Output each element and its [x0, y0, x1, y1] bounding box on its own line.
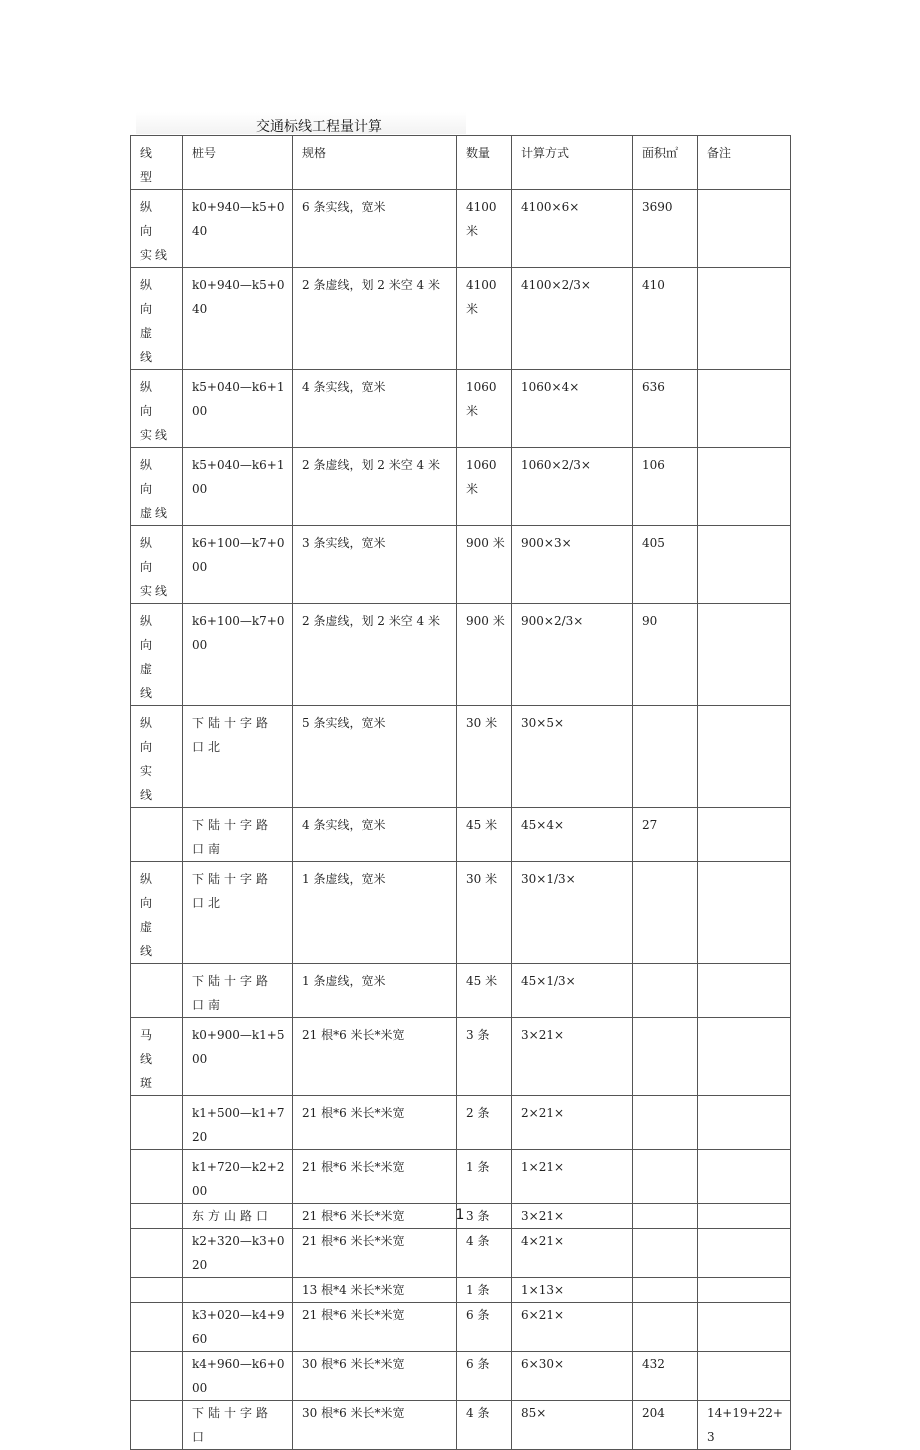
cell-line-type	[131, 1229, 183, 1278]
cell-remark	[698, 1229, 791, 1278]
cell-calculation: 3×21×	[512, 1018, 633, 1096]
cell-remark: 14+19+22+3	[698, 1401, 791, 1450]
cell-station: 下陆十字路口北	[183, 862, 293, 964]
table-row	[131, 1278, 791, 1303]
cell-station: 下陆十字路口南	[183, 808, 293, 862]
cell-quantity: 3 条	[457, 1018, 512, 1096]
cell-area	[633, 1278, 698, 1303]
cell-quantity: 4 条	[457, 1229, 512, 1278]
cell-quantity: 1060 米	[457, 370, 512, 448]
cell-line-type: 纵 向 实线	[131, 370, 183, 448]
cell-station: k4+960—k6+000	[183, 1352, 293, 1401]
cell-remark	[698, 268, 791, 370]
cell-calculation: 30×5×	[512, 706, 633, 808]
cell-remark	[698, 1018, 791, 1096]
table-row	[131, 268, 791, 370]
cell-remark	[698, 1096, 791, 1150]
cell-station: k0+940—k5+040	[183, 190, 293, 268]
cell-spec: 2 条虚线，划 2 米空 4 米	[293, 604, 457, 706]
cell-remark	[698, 1303, 791, 1352]
cell-spec: 21 根*6 米长*米宽	[293, 1150, 457, 1204]
cell-calculation: 1×21×	[512, 1150, 633, 1204]
cell-remark	[698, 1278, 791, 1303]
cell-quantity: 4 条	[457, 1401, 512, 1450]
cell-spec: 21 根*6 米长*米宽	[293, 1096, 457, 1150]
cell-quantity: 30 米	[457, 862, 512, 964]
table-row	[131, 604, 791, 706]
cell-remark	[698, 808, 791, 862]
table-header-row	[131, 136, 791, 190]
cell-remark	[698, 604, 791, 706]
cell-area: 27	[633, 808, 698, 862]
table-row	[131, 1303, 791, 1352]
cell-spec: 30 根*6 米长*米宽	[293, 1352, 457, 1401]
cell-calculation: 1060×2/3×	[512, 448, 633, 526]
cell-quantity: 1 条	[457, 1278, 512, 1303]
cell-calculation: 4100×2/3×	[512, 268, 633, 370]
table-row	[131, 1150, 791, 1204]
cell-area	[633, 1229, 698, 1278]
cell-calculation: 4×21×	[512, 1229, 633, 1278]
cell-area	[633, 1096, 698, 1150]
cell-remark	[698, 448, 791, 526]
cell-quantity: 6 条	[457, 1303, 512, 1352]
header-line-type: 线 型	[131, 136, 183, 190]
cell-line-type	[131, 1278, 183, 1303]
cell-line-type	[131, 1096, 183, 1150]
header-quantity: 数量	[457, 136, 512, 190]
page-number: 1	[455, 1207, 465, 1223]
cell-line-type	[131, 1303, 183, 1352]
cell-quantity: 1 条	[457, 1150, 512, 1204]
cell-remark	[698, 1352, 791, 1401]
table-row	[131, 190, 791, 268]
cell-spec: 2 条虚线，划 2 米空 4 米	[293, 268, 457, 370]
cell-spec: 1 条虚线，宽米	[293, 862, 457, 964]
cell-remark	[698, 370, 791, 448]
cell-station: 下陆十字路口	[183, 1401, 293, 1450]
cell-spec: 3 条实线，宽米	[293, 526, 457, 604]
table-row	[131, 370, 791, 448]
table-row	[131, 808, 791, 862]
cell-line-type	[131, 808, 183, 862]
cell-spec: 5 条实线，宽米	[293, 706, 457, 808]
cell-calculation: 45×1/3×	[512, 964, 633, 1018]
quantity-table	[130, 135, 791, 1450]
cell-area	[633, 1018, 698, 1096]
cell-station: k0+900—k1+500	[183, 1018, 293, 1096]
document-title: 交通标线工程量计算	[256, 119, 382, 135]
cell-station: k0+940—k5+040	[183, 268, 293, 370]
cell-station: 下陆十字路口南	[183, 964, 293, 1018]
cell-spec: 21 根*6 米长*米宽	[293, 1229, 457, 1278]
cell-area	[633, 964, 698, 1018]
cell-spec: 4 条实线，宽米	[293, 808, 457, 862]
cell-quantity: 1060 米	[457, 448, 512, 526]
cell-area	[633, 706, 698, 808]
cell-line-type: 纵 向 实线	[131, 526, 183, 604]
cell-quantity: 6 条	[457, 1352, 512, 1401]
table-row	[131, 964, 791, 1018]
cell-station: 下陆十字路口北	[183, 706, 293, 808]
cell-station: k1+720—k2+200	[183, 1150, 293, 1204]
cell-remark	[698, 526, 791, 604]
cell-station: 东方山路口	[183, 1204, 293, 1229]
cell-remark	[698, 706, 791, 808]
cell-calculation: 1060×4×	[512, 370, 633, 448]
cell-quantity: 900 米	[457, 604, 512, 706]
cell-quantity: 45 米	[457, 964, 512, 1018]
header-area: 面积㎡	[633, 136, 698, 190]
cell-spec: 1 条虚线，宽米	[293, 964, 457, 1018]
cell-area	[633, 1150, 698, 1204]
cell-area: 3690	[633, 190, 698, 268]
cell-station: k6+100—k7+000	[183, 526, 293, 604]
header-spec: 规格	[293, 136, 457, 190]
cell-line-type: 纵 向 虚 线	[131, 268, 183, 370]
cell-calculation: 2×21×	[512, 1096, 633, 1150]
cell-station: k5+040—k6+100	[183, 448, 293, 526]
cell-station: k5+040—k6+100	[183, 370, 293, 448]
cell-quantity: 4100 米	[457, 190, 512, 268]
table-row	[131, 862, 791, 964]
cell-line-type: 纵 向 虚线	[131, 448, 183, 526]
cell-area: 405	[633, 526, 698, 604]
cell-remark	[698, 190, 791, 268]
header-calculation: 计算方式	[512, 136, 633, 190]
cell-spec: 2 条虚线，划 2 米空 4 米	[293, 448, 457, 526]
cell-line-type: 纵 向 虚 线	[131, 862, 183, 964]
cell-quantity: 2 条	[457, 1096, 512, 1150]
cell-quantity: 45 米	[457, 808, 512, 862]
table-row	[131, 526, 791, 604]
header-remark: 备注	[698, 136, 791, 190]
cell-spec: 21 根*6 米长*米宽	[293, 1303, 457, 1352]
cell-calculation: 900×2/3×	[512, 604, 633, 706]
cell-line-type: 纵 向 虚 线	[131, 604, 183, 706]
table-row	[131, 1096, 791, 1150]
cell-calculation: 900×3×	[512, 526, 633, 604]
cell-quantity: 30 米	[457, 706, 512, 808]
cell-calculation: 6×30×	[512, 1352, 633, 1401]
cell-station	[183, 1278, 293, 1303]
table-row	[131, 1229, 791, 1278]
cell-station: k2+320—k3+020	[183, 1229, 293, 1278]
cell-area: 204	[633, 1401, 698, 1450]
cell-line-type: 纵 向 实线	[131, 190, 183, 268]
cell-remark	[698, 1150, 791, 1204]
table-row	[131, 1401, 791, 1450]
cell-line-type: 马 线 斑	[131, 1018, 183, 1096]
cell-station: k3+020—k4+960	[183, 1303, 293, 1352]
cell-station: k1+500—k1+720	[183, 1096, 293, 1150]
cell-quantity: 3 条	[457, 1204, 512, 1229]
cell-calculation: 1×13×	[512, 1278, 633, 1303]
table-row	[131, 1352, 791, 1401]
cell-line-type	[131, 1352, 183, 1401]
cell-station: k6+100—k7+000	[183, 604, 293, 706]
cell-spec: 13 根*4 米长*米宽	[293, 1278, 457, 1303]
cell-area: 90	[633, 604, 698, 706]
cell-spec: 30 根*6 米长*米宽	[293, 1401, 457, 1450]
cell-line-type: 纵 向 实 线	[131, 706, 183, 808]
cell-spec: 21 根*6 米长*米宽	[293, 1204, 457, 1229]
table-row	[131, 706, 791, 808]
cell-area	[633, 1303, 698, 1352]
cell-quantity: 4100 米	[457, 268, 512, 370]
cell-area: 410	[633, 268, 698, 370]
cell-remark	[698, 964, 791, 1018]
cell-area	[633, 862, 698, 964]
cell-quantity: 900 米	[457, 526, 512, 604]
table-row	[131, 1018, 791, 1096]
cell-spec: 6 条实线，宽米	[293, 190, 457, 268]
cell-calculation: 6×21×	[512, 1303, 633, 1352]
cell-spec: 21 根*6 米长*米宽	[293, 1018, 457, 1096]
cell-calculation: 4100×6×	[512, 190, 633, 268]
cell-line-type	[131, 1150, 183, 1204]
table-row	[131, 448, 791, 526]
cell-area: 432	[633, 1352, 698, 1401]
cell-line-type	[131, 1401, 183, 1450]
cell-spec: 4 条实线，宽米	[293, 370, 457, 448]
cell-area: 106	[633, 448, 698, 526]
cell-calculation: 30×1/3×	[512, 862, 633, 964]
cell-remark	[698, 862, 791, 964]
cell-calculation: 45×4×	[512, 808, 633, 862]
cell-calculation: 3×21×	[512, 1204, 633, 1229]
cell-calculation: 85×	[512, 1401, 633, 1450]
cell-line-type	[131, 964, 183, 1018]
header-station: 桩号	[183, 136, 293, 190]
cell-area: 636	[633, 370, 698, 448]
